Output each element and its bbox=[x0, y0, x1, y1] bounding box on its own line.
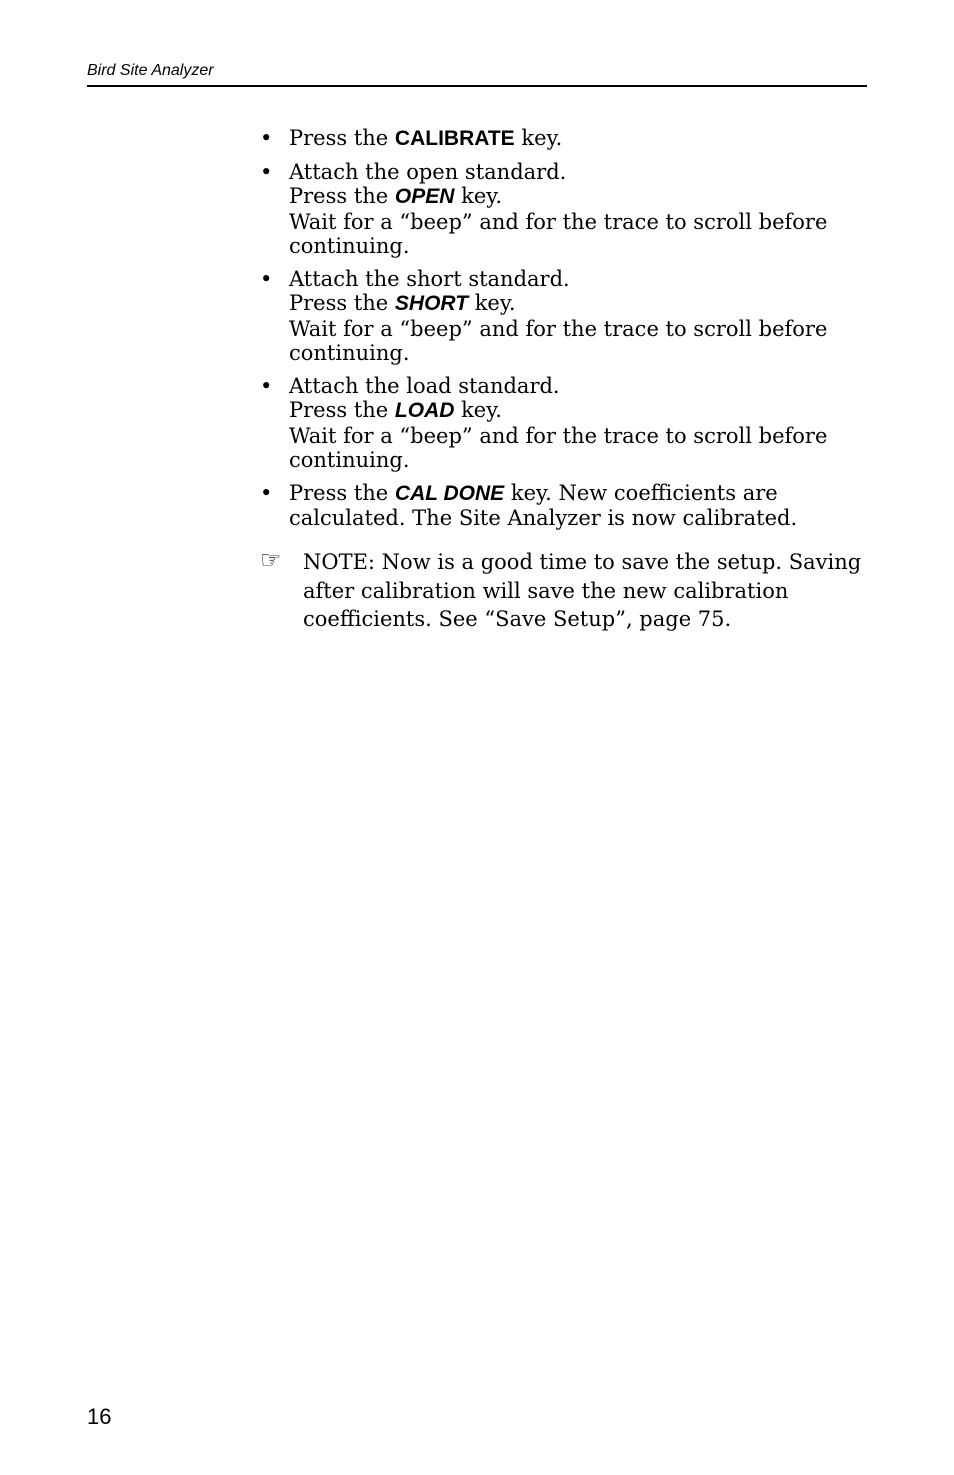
note-block bbox=[260, 548, 880, 634]
header-rule bbox=[87, 85, 867, 87]
bullet: • bbox=[260, 126, 273, 150]
calibration-steps bbox=[260, 126, 880, 539]
list-item: • Attach the short standard. Press the SHORT key. Wait for a “beep” and for the trace to scroll before continuing. bbox=[260, 266, 828, 365]
list-item: • Attach the load standard. Press the LOAD key. Wait for a “beep” and for the trace to scroll before continuing. bbox=[260, 373, 828, 472]
bullet: • bbox=[260, 159, 273, 184]
list-item: • Attach the open standard. Press the OPEN key. Wait for a “beep” and for the trace to scroll before continuing. bbox=[260, 159, 828, 258]
running-header: Bird Site Analyzer bbox=[87, 62, 214, 79]
bullet: • bbox=[260, 373, 273, 398]
list-item: • Press the CALIBRATE key. bbox=[260, 126, 563, 150]
list-item: • Press the CAL DONE key. New coefficients are calculated. The Site Analyzer is now calibrated. bbox=[260, 480, 798, 530]
page-number: 16 bbox=[87, 1404, 112, 1429]
key-load: LOAD bbox=[394, 399, 455, 422]
key-cal-done: CAL DONE bbox=[394, 481, 505, 505]
bullet: • bbox=[260, 266, 273, 291]
bullet: • bbox=[260, 480, 273, 505]
key-open: OPEN bbox=[394, 185, 455, 208]
pointing-hand-icon: ☞ bbox=[260, 546, 282, 574]
key-short: SHORT bbox=[394, 292, 469, 315]
key-calibrate: CALIBRATE bbox=[394, 127, 515, 150]
note-text: NOTE: Now is a good time to save the setup. Saving after calibration will save the new calibration coefficients. See “Save Setup”, page 75. bbox=[303, 550, 862, 631]
